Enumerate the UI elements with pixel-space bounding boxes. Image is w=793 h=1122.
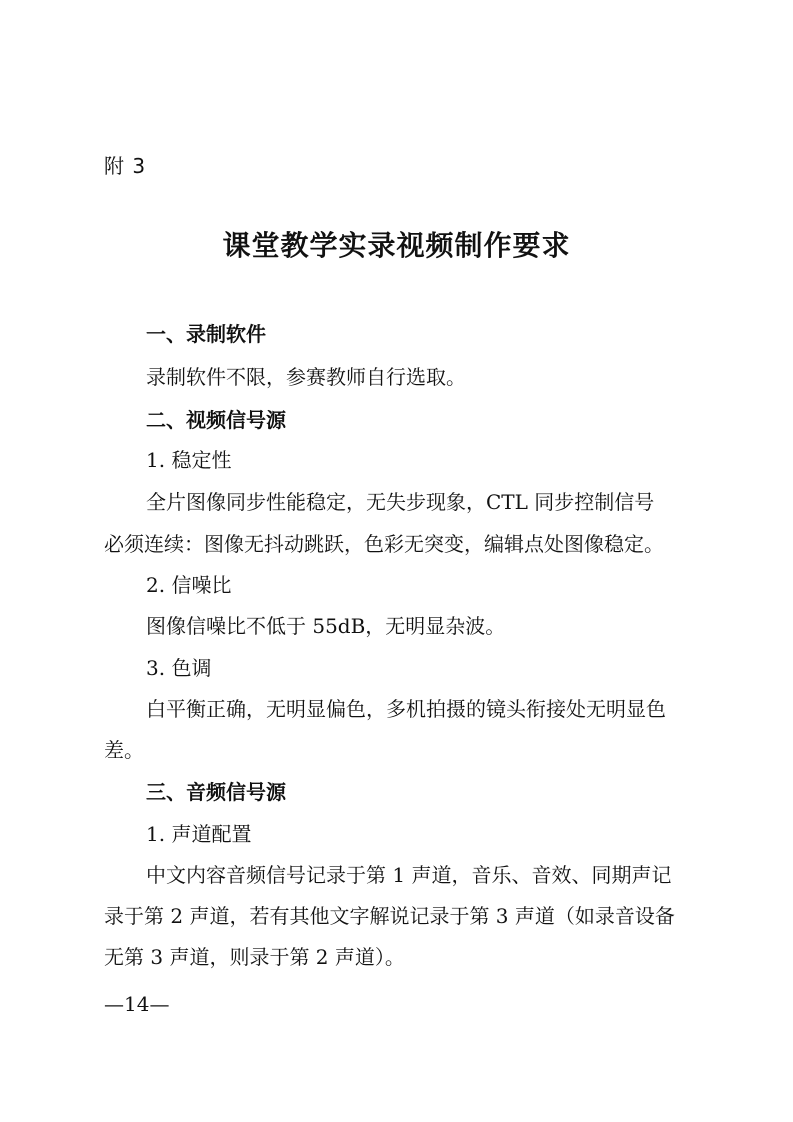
page-number: —14— [104, 992, 170, 1016]
paragraph-line: 录于第 2 声道，若有其他文字解说记录于第 3 声道（如录音设备 [104, 904, 675, 928]
paragraph-line: 无第 3 声道，则录于第 2 声道）。 [104, 945, 405, 969]
subsection-title-tone: 3. 色调 [146, 656, 212, 680]
subsection-title-stability: 1. 稳定性 [146, 448, 232, 472]
paragraph-line: 中文内容音频信号记录于第 1 声道，音乐、音效、同期声记 [146, 863, 672, 887]
section-heading-audio-signal: 三、音频信号源 [146, 780, 286, 804]
section-heading-recording-software: 一、录制软件 [146, 322, 266, 346]
paragraph-line: 白平衡正确，无明显偏色，多机拍摄的镜头衔接处无明显色 [146, 697, 666, 721]
subsection-title-snr: 2. 信噪比 [146, 573, 232, 597]
paragraph-line: 全片图像同步性能稳定，无失步现象，CTL 同步控制信号 [146, 490, 655, 514]
paragraph-line: 差。 [104, 738, 144, 762]
document-title: 课堂教学实录视频制作要求 [222, 229, 571, 262]
paragraph-line: 必须连续：图像无抖动跳跃，色彩无突变，编辑点处图像稳定。 [104, 532, 664, 556]
section-heading-video-signal: 二、视频信号源 [146, 408, 286, 432]
subsection-title-channel-config: 1. 声道配置 [146, 822, 252, 846]
paragraph-line: 图像信噪比不低于 55dB，无明显杂波。 [146, 614, 506, 638]
paragraph-line: 录制软件不限，参赛教师自行选取。 [146, 365, 466, 389]
attachment-label: 附 3 [104, 154, 147, 178]
